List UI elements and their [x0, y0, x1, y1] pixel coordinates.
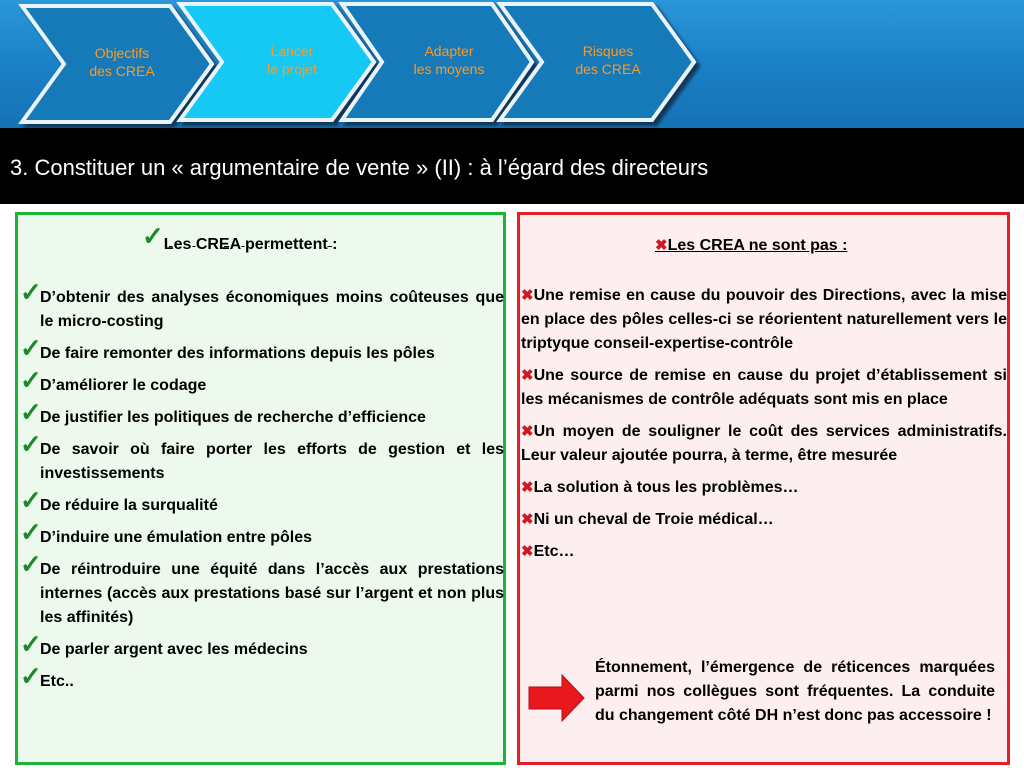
list-item-text: De réintroduire une équité dans l’accès aux prestations internes (accès aux prestations basé sur l’argent et non plus les affinités)	[40, 561, 504, 626]
list-item	[20, 397, 504, 430]
step-adapter-line1: Adapter	[424, 43, 474, 59]
list-item	[521, 476, 1007, 500]
list-item	[521, 364, 1007, 412]
list-item-text: De justifier les politiques de recherche d’efficience	[40, 409, 426, 426]
checkmark-icon: ✓	[20, 661, 42, 691]
step-risques-line1: Risques	[582, 43, 634, 59]
cross-icon: ✖	[521, 287, 534, 304]
advantages-list	[20, 277, 504, 702]
checkmark-icon: ✓	[20, 333, 42, 363]
checkmark-icon: ✓	[20, 517, 42, 547]
checkmark-icon: ✓	[20, 397, 42, 427]
list-item-text: La solution à tous les problèmes…	[533, 479, 799, 496]
step-lancer-line2: le projet	[267, 61, 317, 77]
list-item-text: Etc…	[533, 543, 575, 560]
cross-icon: ✖	[521, 479, 534, 496]
list-item	[20, 333, 504, 366]
page-title: 3. Constituer un « argumentaire de vente » (II) : à l’égard des directeurs	[10, 155, 709, 180]
step-risques-label[interactable]	[548, 42, 668, 78]
list-item	[20, 429, 504, 486]
list-item-text: Une remise en cause du pouvoir des Directions, avec la mise en place des pôles celles-ci se réorientent naturellement vers le triptyque conseil-expertise-contrôle	[521, 287, 1007, 352]
list-item-text: De savoir où faire porter les efforts de gestion et les investissements	[40, 441, 504, 482]
limitations-heading: Les CREA ne sont pas :	[667, 237, 848, 254]
step-lancer-line1: Lancer	[270, 43, 314, 59]
checkmark-icon: ✓	[20, 485, 42, 515]
step-objectifs-label[interactable]	[62, 44, 182, 80]
change-management-note: Étonnement, l’émergence de réticences marquées parmi nos collègues sont fréquentes. La conduite du changement côté DH n’est donc pas accessoire !	[595, 659, 995, 724]
list-item-text: D’induire une émulation entre pôles	[40, 529, 313, 546]
list-item	[521, 420, 1007, 468]
step-objectifs-line2: des CREA	[89, 63, 155, 79]
list-item-text: Un moyen de souligner le coût des services administratifs. Leur valeur ajoutée pourra, à terme, être mesurée	[521, 423, 1007, 464]
list-item	[20, 277, 504, 334]
list-item-text: De réduire la surqualité	[40, 497, 218, 514]
list-item	[20, 517, 504, 550]
list-item	[521, 508, 1007, 532]
cross-icon: ✖	[521, 511, 534, 528]
list-item-text: Ni un cheval de Troie médical…	[533, 511, 774, 528]
advantages-heading: Les CREA permettent :	[163, 236, 338, 253]
step-adapter-label[interactable]	[389, 42, 509, 78]
list-item-text: D’améliorer le codage	[40, 377, 207, 394]
right-arrow-icon	[528, 674, 586, 722]
list-item-text: D’obtenir des analyses économiques moins coûteuses que le micro-costing	[40, 289, 504, 330]
checkmark-icon: ✓	[20, 629, 42, 659]
cross-icon: ✖	[521, 543, 534, 560]
list-item	[20, 365, 504, 398]
step-risques-line2: des CREA	[575, 61, 641, 77]
list-item-text: Une source de remise en cause du projet d’établissement si les mécanismes de contrôle adéquats sont mis en place	[521, 367, 1007, 408]
limitations-list	[521, 284, 1007, 572]
checkmark-icon: ✓	[20, 549, 42, 579]
checkmark-icon: ✓	[20, 429, 42, 459]
step-adapter-line2: les moyens	[413, 61, 485, 77]
list-item-text: De faire remonter des informations depuis les pôles	[40, 345, 435, 362]
list-item-text: De parler argent avec les médecins	[40, 641, 308, 658]
cross-icon: ✖	[655, 237, 668, 254]
list-item	[521, 540, 1007, 564]
checkmark-icon: ✓	[20, 365, 42, 395]
checkmark-icon: ✓	[20, 277, 42, 307]
list-item	[20, 661, 504, 694]
advantages-heading-wrap	[142, 221, 338, 253]
list-item-text: Etc..	[40, 673, 74, 690]
cross-icon: ✖	[521, 367, 534, 384]
cross-icon: ✖	[521, 423, 534, 440]
list-item	[20, 549, 504, 630]
list-item	[20, 629, 504, 662]
checkmark-icon: ✓	[142, 221, 164, 251]
step-lancer-label[interactable]	[232, 42, 352, 78]
step-objectifs-line1: Objectifs	[94, 45, 150, 61]
list-item	[521, 284, 1007, 356]
list-item	[20, 485, 504, 518]
limitations-heading-wrap	[655, 236, 847, 255]
